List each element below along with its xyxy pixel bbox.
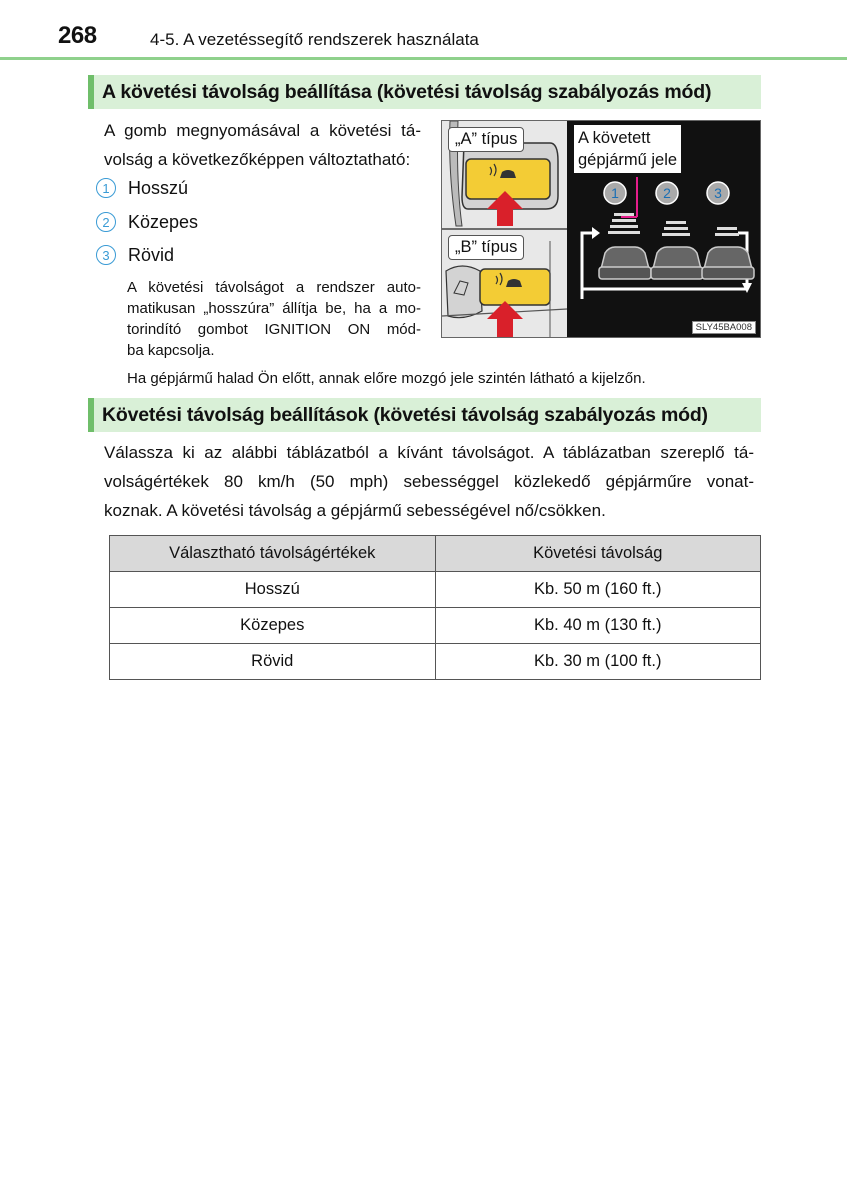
option-label: Rövid — [128, 244, 175, 265]
note-line: torindító gombot IGNITION ON mód- — [127, 321, 421, 338]
option-number-badge: 1 — [96, 178, 116, 198]
marker-2: 2 — [663, 185, 671, 201]
option-short — [96, 242, 174, 268]
intro-paragraph — [104, 116, 421, 174]
distance-paragraph — [104, 438, 754, 525]
section-heading-distance-values — [88, 398, 761, 432]
ignition-note — [127, 277, 421, 361]
header-rule — [0, 57, 847, 60]
table-cell: Hosszú — [110, 572, 436, 608]
table-row — [110, 572, 761, 608]
section-title: Követési távolság beállítások (követési távolság szabályozás mód) — [102, 404, 708, 426]
option-medium — [96, 209, 198, 235]
para-line: Válassza ki az alábbi táblázatból a kívánt távolságot. A táblázatban szereplő tá- — [104, 443, 754, 462]
type-b-label: „B” típus — [448, 235, 524, 260]
car-icon — [702, 247, 754, 279]
table-row — [110, 644, 761, 680]
table-header-row — [110, 536, 761, 572]
option-label: Hosszú — [128, 177, 189, 198]
intro-line: volság a következőképpen változtatható: — [104, 150, 411, 169]
label-line: gépjármű jele — [578, 151, 678, 169]
option-number-badge: 2 — [96, 212, 116, 232]
option-label: Közepes — [128, 211, 199, 232]
label-line: A követett — [578, 129, 651, 147]
table-cell: Kb. 50 m (160 ft.) — [435, 572, 761, 608]
followed-vehicle-label — [574, 125, 681, 173]
figure-code: SLY45BA008 — [692, 321, 756, 334]
chapter-title: 4-5. A vezetéssegítő rendszerek használata — [150, 30, 479, 49]
car-icon — [651, 247, 703, 279]
column-header: Választható távolságértékek — [110, 536, 436, 572]
table-cell: Rövid — [110, 644, 436, 680]
para-line: volságértékek 80 km/h (50 mph) sebességgel közlekedő gépjárműre vonat- — [104, 472, 754, 491]
table-cell: Kb. 40 m (130 ft.) — [435, 608, 761, 644]
vehicle-ahead-note: Ha gépjármű halad Ön előtt, annak előre mozgó jele szintén látható a kijelzőn. — [127, 370, 646, 387]
option-number-badge: 3 — [96, 245, 116, 265]
marker-1: 1 — [611, 185, 619, 201]
option-long — [96, 175, 188, 201]
page-number: 268 — [58, 22, 97, 49]
table-cell: Kb. 30 m (100 ft.) — [435, 644, 761, 680]
note-line: A követési távolságot a rendszer auto- — [127, 279, 421, 296]
type-a-label: „A” típus — [448, 127, 524, 152]
column-header: Követési távolság — [435, 536, 761, 572]
marker-3: 3 — [714, 185, 722, 201]
note-line: matikusan „hosszúra” állítja be, ha a mo- — [127, 300, 421, 317]
table-cell: Közepes — [110, 608, 436, 644]
section-heading-distance-setting — [88, 75, 761, 109]
section-title: A követési távolság beállítása (követési távolság szabályozás mód) — [102, 81, 712, 103]
para-line: koznak. A követési távolság a gépjármű sebességével nő/csökken. — [104, 501, 606, 520]
car-icon — [599, 247, 651, 279]
distance-switch-illustration — [441, 120, 761, 338]
note-line: ba kapcsolja. — [127, 342, 215, 359]
distance-table — [109, 535, 761, 680]
table-row — [110, 608, 761, 644]
intro-line: A gomb megnyomásával a követési tá- — [104, 121, 421, 140]
